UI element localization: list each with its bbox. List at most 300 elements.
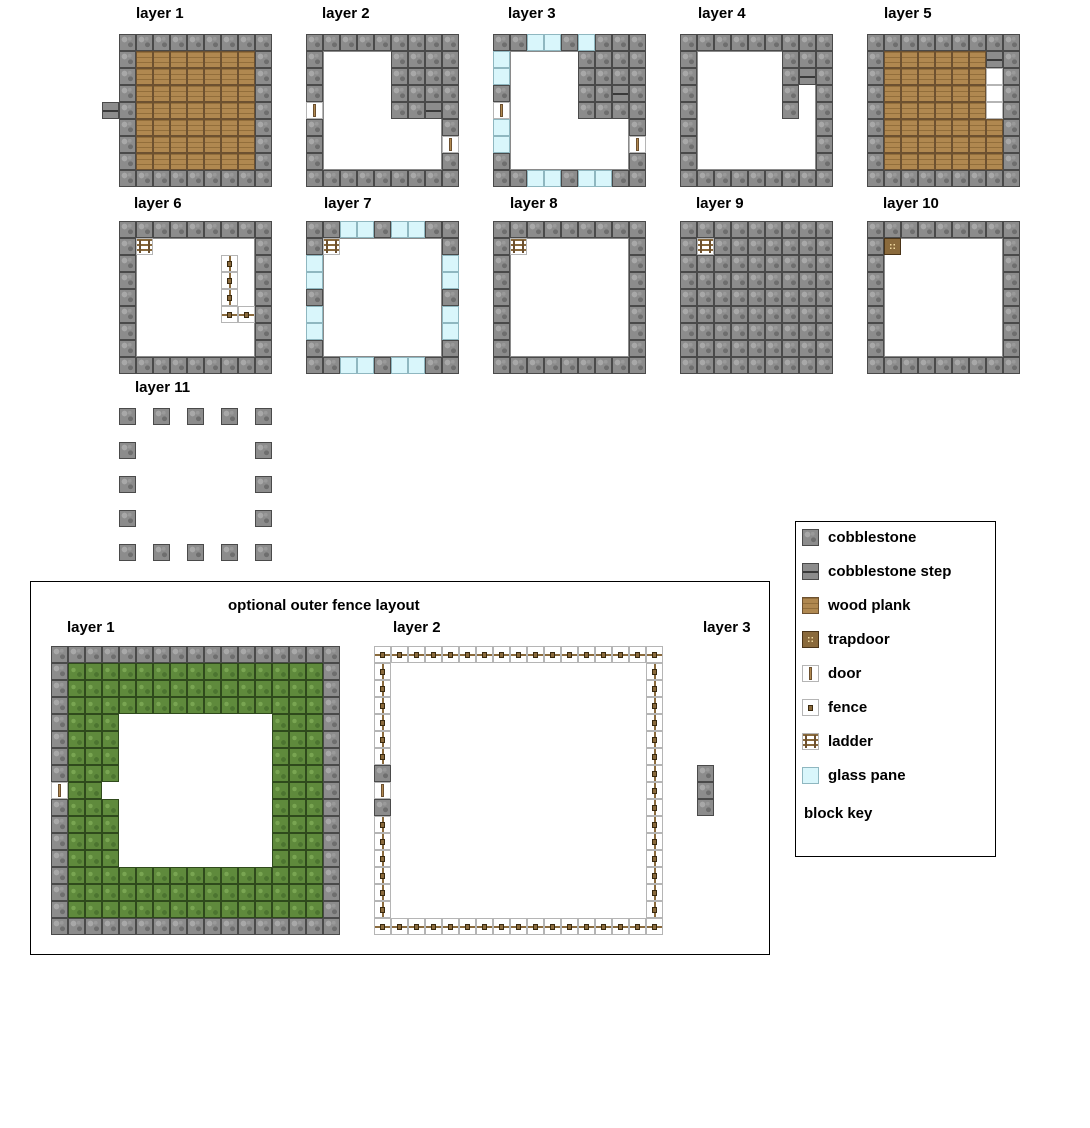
cobblestone-block	[867, 323, 884, 340]
grass-block	[272, 867, 289, 884]
cobblestone-block	[697, 306, 714, 323]
cobblestone-block	[238, 221, 255, 238]
wood-plank-block	[952, 102, 969, 119]
cobblestone-block	[204, 170, 221, 187]
cobblestone-block	[595, 221, 612, 238]
cobblestone-block	[51, 833, 68, 850]
cobblestone-block	[374, 221, 391, 238]
cobblestone-block	[306, 51, 323, 68]
fence-block	[646, 884, 663, 901]
grass-block	[102, 748, 119, 765]
wood-plank-block	[918, 51, 935, 68]
glass-pane-block	[357, 221, 374, 238]
fence-block	[629, 918, 646, 935]
grass-block	[204, 680, 221, 697]
grass-block	[272, 782, 289, 799]
cobblestone-block	[153, 357, 170, 374]
fence-block	[374, 816, 391, 833]
cobblestone-block	[119, 357, 136, 374]
cobblestone-block	[153, 170, 170, 187]
grass-block	[170, 663, 187, 680]
cobblestone-block	[493, 255, 510, 272]
fence-block	[408, 918, 425, 935]
grass-block	[153, 901, 170, 918]
wood-plank-block	[204, 136, 221, 153]
cobblestone-block	[748, 306, 765, 323]
wood-plank-block	[901, 153, 918, 170]
cobblestone-block	[765, 340, 782, 357]
grass-block	[85, 697, 102, 714]
cobblestone-block	[238, 357, 255, 374]
cobblestone-block	[816, 85, 833, 102]
cobblestone-block	[357, 34, 374, 51]
fence-block	[374, 748, 391, 765]
cobblestone-block	[493, 34, 510, 51]
fence-block	[646, 901, 663, 918]
cobblestone-block	[187, 221, 204, 238]
ladder-block	[697, 238, 714, 255]
grass-block	[289, 714, 306, 731]
cobblestone-block	[1003, 340, 1020, 357]
cobblestone-block	[697, 799, 714, 816]
cobblestone-block	[918, 34, 935, 51]
cobblestone-block	[119, 476, 136, 493]
cobblestone-block	[306, 153, 323, 170]
cobblestone-block	[493, 340, 510, 357]
fence-block	[527, 918, 544, 935]
fence-block	[646, 731, 663, 748]
cobblestone-block	[714, 289, 731, 306]
door-block	[442, 136, 459, 153]
cobblestone-block	[289, 646, 306, 663]
cobblestone-block	[595, 357, 612, 374]
grass-block	[289, 663, 306, 680]
cobblestone-block	[867, 51, 884, 68]
wood-plank-block	[901, 68, 918, 85]
cobblestone-block	[119, 170, 136, 187]
cobblestone-block	[187, 544, 204, 561]
cobblestone-block	[119, 255, 136, 272]
cobblestone-block	[187, 170, 204, 187]
cobblestone-block	[68, 646, 85, 663]
grass-block	[102, 816, 119, 833]
ladder-block	[510, 238, 527, 255]
cobblestone-block	[629, 119, 646, 136]
fence-block	[391, 918, 408, 935]
grass-block	[68, 884, 85, 901]
wood-plank-block	[187, 119, 204, 136]
wood-plank-block	[884, 136, 901, 153]
cobblestone-block	[884, 34, 901, 51]
door-block	[51, 782, 68, 799]
cobblestone-block	[255, 357, 272, 374]
key-swatch-glass-pane	[802, 767, 819, 784]
grass-block	[306, 782, 323, 799]
fence-layer-2-label: layer 2	[393, 619, 441, 636]
cobblestone-block	[969, 357, 986, 374]
layer-10-label: layer 10	[883, 195, 939, 212]
cobblestone-block	[255, 272, 272, 289]
fence-block	[374, 901, 391, 918]
glass-pane-block	[306, 272, 323, 289]
cobblestone-block	[629, 340, 646, 357]
fence-block	[595, 646, 612, 663]
fence-block	[646, 850, 663, 867]
cobblestone-block	[255, 68, 272, 85]
wood-plank-block	[170, 85, 187, 102]
wood-plank-block	[935, 51, 952, 68]
wood-plank-block	[238, 68, 255, 85]
grass-block	[306, 697, 323, 714]
wood-plank-block	[238, 51, 255, 68]
cobblestone-block	[901, 221, 918, 238]
cobblestone-block	[731, 238, 748, 255]
cobblestone-block	[816, 221, 833, 238]
cobblestone-block	[119, 442, 136, 459]
cobblestone-block	[731, 340, 748, 357]
grass-block	[68, 782, 85, 799]
grass-block	[221, 663, 238, 680]
cobblestone-block	[221, 221, 238, 238]
fence-block	[221, 255, 238, 272]
cobblestone-step-block	[799, 68, 816, 85]
wood-plank-block	[935, 153, 952, 170]
cobblestone-block	[221, 646, 238, 663]
grass-block	[306, 901, 323, 918]
cobblestone-block	[782, 255, 799, 272]
cobblestone-block	[221, 170, 238, 187]
cobblestone-block	[748, 255, 765, 272]
cobblestone-block	[799, 238, 816, 255]
grass-block	[68, 748, 85, 765]
wood-plank-block	[969, 153, 986, 170]
grass-block	[68, 714, 85, 731]
fence-block	[374, 833, 391, 850]
cobblestone-block	[255, 289, 272, 306]
cobblestone-block	[765, 221, 782, 238]
cobblestone-block	[986, 170, 1003, 187]
wood-plank-block	[238, 119, 255, 136]
layer-9-label: layer 9	[696, 195, 744, 212]
cobblestone-block	[782, 102, 799, 119]
fence-block	[646, 833, 663, 850]
glass-pane-block	[578, 34, 595, 51]
cobblestone-block	[323, 867, 340, 884]
cobblestone-block	[612, 357, 629, 374]
wood-plank-block	[153, 153, 170, 170]
wood-plank-block	[952, 153, 969, 170]
cobblestone-block	[595, 34, 612, 51]
cobblestone-block	[238, 34, 255, 51]
grass-block	[272, 816, 289, 833]
grass-block	[119, 901, 136, 918]
cobblestone-block	[918, 170, 935, 187]
cobblestone-block	[1003, 306, 1020, 323]
grass-block	[102, 663, 119, 680]
cobblestone-block	[782, 34, 799, 51]
cobblestone-block	[1003, 221, 1020, 238]
fence-block	[459, 646, 476, 663]
empty-block	[986, 85, 1003, 102]
wood-plank-block	[221, 119, 238, 136]
grass-block	[306, 833, 323, 850]
cobblestone-block	[799, 289, 816, 306]
layer-5-label: layer 5	[884, 5, 932, 22]
cobblestone-block	[799, 255, 816, 272]
cobblestone-block	[901, 170, 918, 187]
fence-block	[374, 663, 391, 680]
glass-pane-block	[306, 323, 323, 340]
fence-block	[374, 731, 391, 748]
grass-block	[102, 680, 119, 697]
wood-plank-block	[221, 51, 238, 68]
wood-plank-block	[935, 102, 952, 119]
cobblestone-block	[748, 170, 765, 187]
cobblestone-block	[867, 238, 884, 255]
cobblestone-block	[238, 646, 255, 663]
cobblestone-block	[255, 153, 272, 170]
cobblestone-block	[170, 170, 187, 187]
wood-plank-block	[935, 136, 952, 153]
grass-block	[306, 714, 323, 731]
cobblestone-block	[714, 323, 731, 340]
fence-block	[646, 663, 663, 680]
cobblestone-block	[578, 357, 595, 374]
wood-plank-block	[918, 68, 935, 85]
cobblestone-block	[306, 85, 323, 102]
grass-block	[85, 816, 102, 833]
cobblestone-block	[867, 306, 884, 323]
cobblestone-block	[748, 357, 765, 374]
cobblestone-block	[425, 68, 442, 85]
cobblestone-block	[255, 51, 272, 68]
grass-block	[255, 697, 272, 714]
fence-block	[425, 646, 442, 663]
cobblestone-block	[119, 119, 136, 136]
cobblestone-block	[867, 153, 884, 170]
grass-block	[68, 765, 85, 782]
cobblestone-block	[51, 748, 68, 765]
block-key-title: block key	[804, 805, 873, 822]
cobblestone-block	[816, 323, 833, 340]
fence-block	[510, 646, 527, 663]
cobblestone-block	[442, 170, 459, 187]
cobblestone-block	[153, 646, 170, 663]
cobblestone-block	[1003, 289, 1020, 306]
wood-plank-block	[170, 102, 187, 119]
cobblestone-block	[323, 748, 340, 765]
fence-block	[578, 646, 595, 663]
cobblestone-block	[680, 323, 697, 340]
cobblestone-block	[187, 357, 204, 374]
cobblestone-block	[136, 646, 153, 663]
fence-block	[646, 714, 663, 731]
empty-block	[986, 102, 1003, 119]
cobblestone-block	[85, 646, 102, 663]
grass-block	[306, 799, 323, 816]
grass-block	[153, 867, 170, 884]
grass-block	[119, 663, 136, 680]
cobblestone-block	[561, 34, 578, 51]
cobblestone-block	[816, 102, 833, 119]
cobblestone-block	[867, 85, 884, 102]
cobblestone-block	[204, 918, 221, 935]
cobblestone-block	[323, 170, 340, 187]
cobblestone-block	[1003, 238, 1020, 255]
cobblestone-block	[969, 221, 986, 238]
cobblestone-block	[357, 170, 374, 187]
cobblestone-block	[391, 102, 408, 119]
cobblestone-block	[816, 51, 833, 68]
cobblestone-block	[1003, 136, 1020, 153]
interior-floor	[884, 238, 1003, 357]
fence-block	[510, 918, 527, 935]
cobblestone-block	[527, 357, 544, 374]
wood-plank-block	[136, 68, 153, 85]
cobblestone-block	[119, 408, 136, 425]
cobblestone-block	[408, 85, 425, 102]
cobblestone-block	[748, 289, 765, 306]
cobblestone-block	[867, 272, 884, 289]
cobblestone-block	[816, 255, 833, 272]
cobblestone-block	[697, 255, 714, 272]
cobblestone-block	[51, 850, 68, 867]
cobblestone-block	[119, 323, 136, 340]
cobblestone-block	[119, 646, 136, 663]
cobblestone-block	[136, 34, 153, 51]
fence-block	[493, 918, 510, 935]
cobblestone-block	[799, 221, 816, 238]
cobblestone-block	[119, 289, 136, 306]
wood-plank-block	[153, 51, 170, 68]
wood-plank-block	[153, 68, 170, 85]
grass-block	[289, 697, 306, 714]
cobblestone-block	[119, 306, 136, 323]
cobblestone-block	[255, 442, 272, 459]
grass-block	[221, 884, 238, 901]
cobblestone-block	[595, 85, 612, 102]
grass-block	[102, 850, 119, 867]
grass-block	[85, 680, 102, 697]
wood-plank-block	[170, 136, 187, 153]
grass-block	[136, 697, 153, 714]
cobblestone-block	[306, 170, 323, 187]
cobblestone-block	[442, 340, 459, 357]
glass-pane-block	[442, 272, 459, 289]
cobblestone-block	[629, 238, 646, 255]
cobblestone-block	[782, 323, 799, 340]
key-swatch-cobblestone	[802, 529, 819, 546]
glass-pane-block	[595, 170, 612, 187]
cobblestone-block	[612, 102, 629, 119]
cobblestone-block	[680, 306, 697, 323]
cobblestone-block	[1003, 51, 1020, 68]
cobblestone-block	[51, 918, 68, 935]
cobblestone-block	[935, 357, 952, 374]
cobblestone-block	[153, 34, 170, 51]
door-block	[306, 102, 323, 119]
cobblestone-block	[952, 221, 969, 238]
cobblestone-block	[765, 306, 782, 323]
cobblestone-block	[255, 323, 272, 340]
cobblestone-block	[714, 255, 731, 272]
cobblestone-block	[782, 221, 799, 238]
cobblestone-block	[85, 918, 102, 935]
grass-block	[102, 833, 119, 850]
wood-plank-block	[884, 51, 901, 68]
cobblestone-block	[714, 221, 731, 238]
cobblestone-block	[1003, 85, 1020, 102]
glass-pane-block	[544, 170, 561, 187]
cobblestone-block	[255, 408, 272, 425]
grass-block	[255, 663, 272, 680]
key-swatch-ladder	[802, 733, 819, 750]
cobblestone-block	[527, 221, 544, 238]
cobblestone-block	[816, 68, 833, 85]
wood-plank-block	[986, 153, 1003, 170]
cobblestone-block	[714, 306, 731, 323]
wood-plank-block	[170, 153, 187, 170]
grass-block	[136, 867, 153, 884]
glass-pane-block	[306, 255, 323, 272]
cobblestone-block	[680, 136, 697, 153]
cobblestone-block	[867, 136, 884, 153]
cobblestone-block	[51, 816, 68, 833]
grass-block	[272, 697, 289, 714]
fence-block	[408, 646, 425, 663]
cobblestone-block	[782, 51, 799, 68]
glass-pane-block	[357, 357, 374, 374]
cobblestone-block	[918, 221, 935, 238]
grass-block	[306, 850, 323, 867]
cobblestone-block	[255, 136, 272, 153]
cobblestone-block	[136, 918, 153, 935]
cobblestone-block	[442, 221, 459, 238]
cobblestone-block	[748, 221, 765, 238]
cobblestone-block	[323, 901, 340, 918]
wood-plank-block	[221, 102, 238, 119]
cobblestone-block	[391, 68, 408, 85]
wood-plank-block	[901, 85, 918, 102]
grass-block	[85, 748, 102, 765]
wood-plank-block	[918, 85, 935, 102]
cobblestone-block	[323, 714, 340, 731]
grass-block	[85, 765, 102, 782]
wood-plank-block	[969, 51, 986, 68]
grass-block	[306, 867, 323, 884]
cobblestone-block	[306, 34, 323, 51]
grass-block	[306, 765, 323, 782]
cobblestone-block	[119, 34, 136, 51]
cobblestone-block	[306, 68, 323, 85]
cobblestone-block	[918, 357, 935, 374]
wood-plank-block	[238, 102, 255, 119]
grass-block	[102, 901, 119, 918]
cobblestone-block	[782, 340, 799, 357]
cobblestone-block	[561, 357, 578, 374]
wood-plank-block	[204, 51, 221, 68]
cobblestone-block	[374, 357, 391, 374]
grass-block	[187, 697, 204, 714]
cobblestone-block	[119, 510, 136, 527]
cobblestone-block	[374, 799, 391, 816]
cobblestone-block	[323, 697, 340, 714]
fence-block	[646, 867, 663, 884]
wood-plank-block	[221, 136, 238, 153]
grass-block	[68, 833, 85, 850]
cobblestone-block	[867, 119, 884, 136]
grass-block	[306, 748, 323, 765]
